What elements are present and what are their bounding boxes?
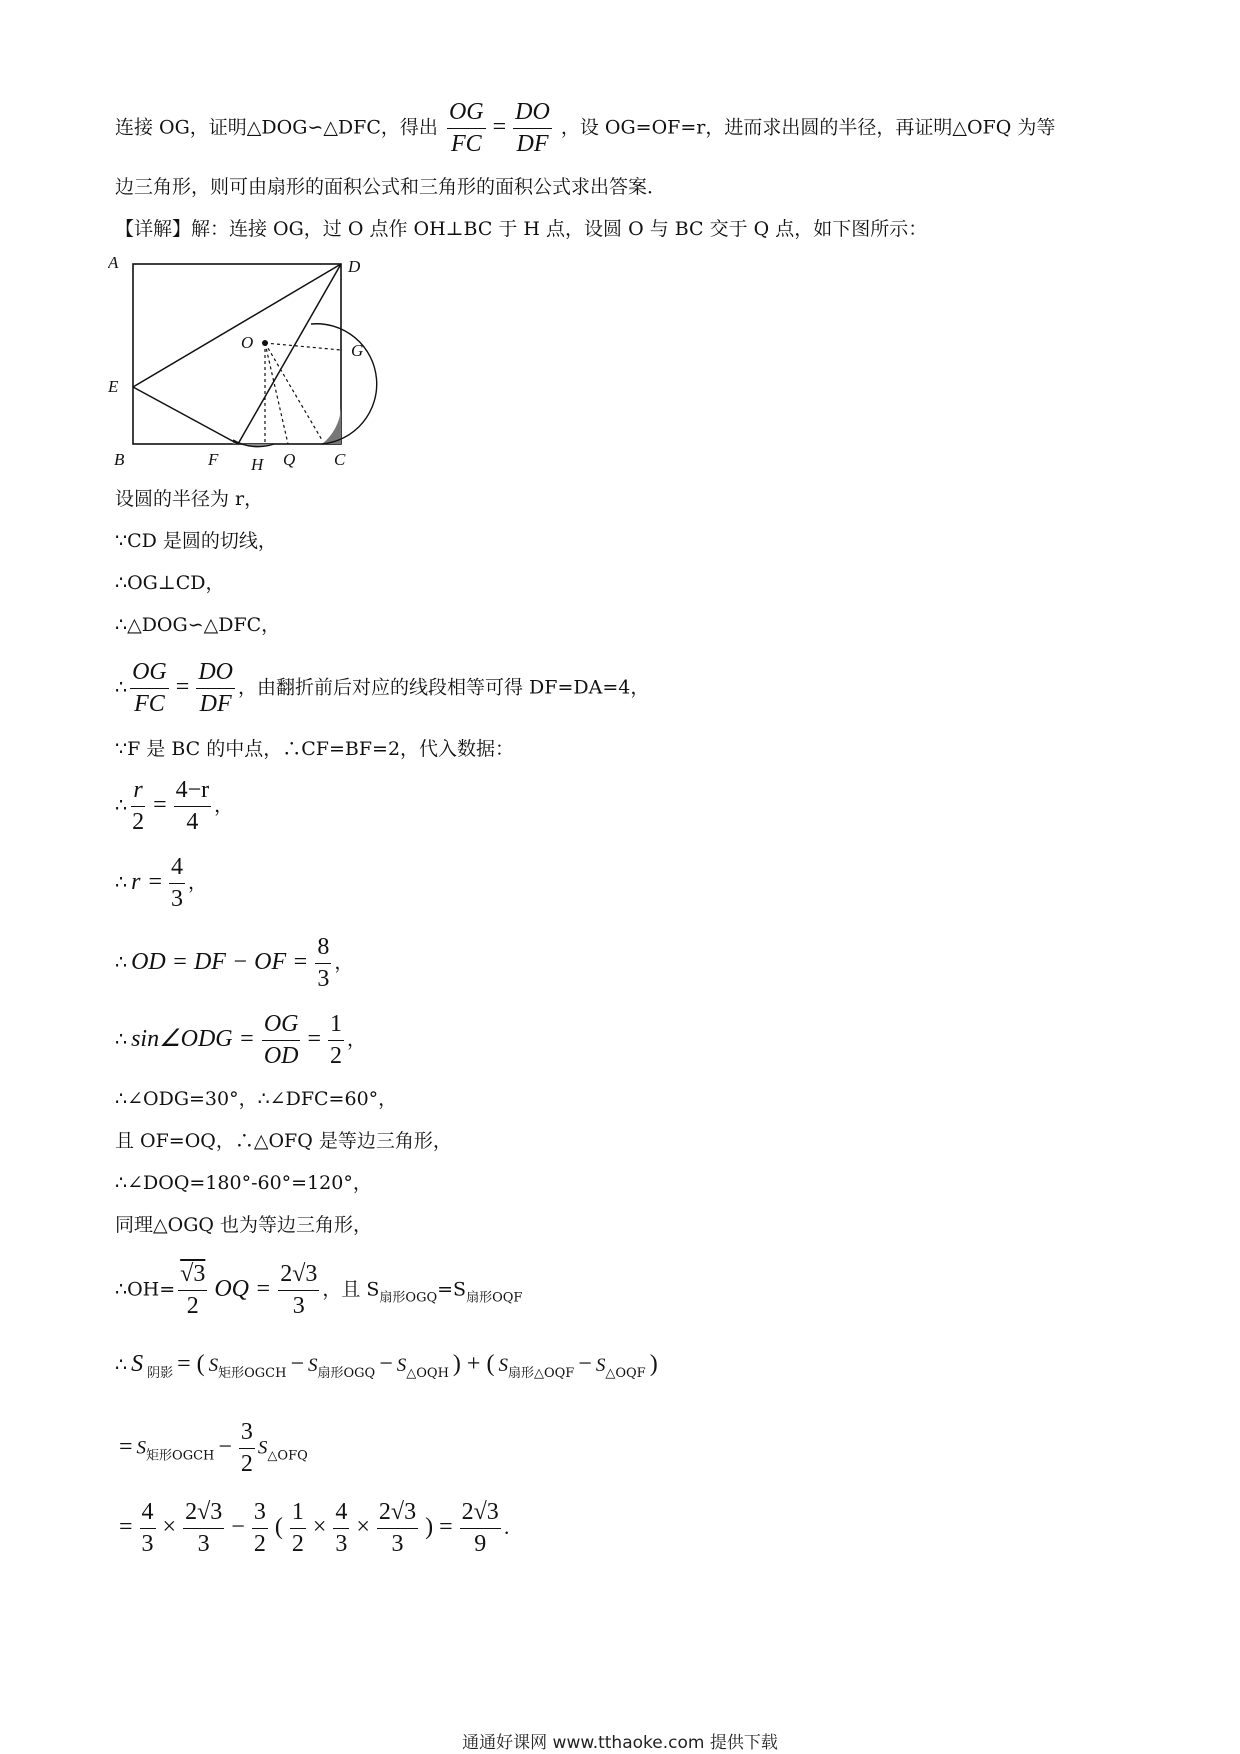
step-r-value: ∴ r = $\frac{4}{3}$ ，	[115, 854, 207, 913]
step-substitute: ∴ $\frac{r}{2}$ = $\frac{4-r}{4}$ ，	[115, 777, 234, 836]
step-oh-value: ∴OH= $\frac{√3}{2}$ OQ = $\frac{2√3}{3}$ ，且 $S_{扇形OGQ}=S_{扇形OQF}$	[115, 1261, 523, 1320]
square-abcd	[133, 264, 341, 444]
label-a: A	[108, 253, 119, 272]
fraction-do-df: $\frac{DO}{DF}$	[515, 99, 550, 158]
label-h: H	[251, 455, 264, 470]
segment-df	[238, 264, 341, 444]
intro-line-1: 连接 OG，证明△DOG∽△DFC，得出 $\frac{OG}{FC}$ = $\frac{DO}{DF}$ ，设 OG=OF=r，进而求出圆的半径，再证明△OFQ 为等	[115, 99, 1056, 158]
intro-line-2: 边三角形，则可由扇形的面积公式和三角形的面积公式求出答案．	[115, 176, 667, 198]
step-perpendicular: ∴OG⊥CD，	[115, 572, 225, 594]
label-c: C	[334, 450, 346, 469]
label-f: F	[208, 450, 219, 469]
step-similar: ∴△DOG∽△DFC，	[115, 614, 281, 636]
step-radius: 设圆的半径为 r，	[115, 488, 264, 510]
step-tangent: ∵CD 是圆的切线，	[115, 530, 277, 552]
label-o: O	[241, 333, 254, 352]
step-final: = $\frac{4}{3}$ × $\frac{2√3}{3}$ − $\frac{3}{2}$ ( $\frac{1}{2}$ × $\frac{4}{3}$ × $\frac{2√3}{3}$ ) = $\frac{2√3}{9}$ ．	[119, 1499, 523, 1558]
step-od-value: ∴ OD = DF − OF = $\frac{8}{3}$ ，	[115, 934, 354, 993]
step-sine: ∴ sin∠ODG = $\frac{OG}{OD}$ = $\frac{1}{2}$ ，	[115, 1011, 367, 1070]
center-point-o	[262, 340, 268, 346]
label-d: D	[348, 257, 361, 276]
segment-ef	[133, 387, 238, 444]
geometry-figure	[108, 250, 378, 470]
step-ogq: 同理△OGQ 也为等边三角形，	[115, 1214, 372, 1236]
shaded-region-near-c	[322, 408, 341, 444]
label-g: G	[351, 341, 364, 360]
step-ratio: ∴ $\frac{OG}{FC}$ = $\frac{DO}{DF}$ ，由翻折前后对应的线段相等可得 DF=DA=4，	[115, 659, 650, 718]
label-b: B	[114, 450, 125, 469]
label-e: E	[108, 377, 119, 396]
footer-watermark: 通通好课网 www.tthaoke.com 提供下载	[462, 1733, 778, 1753]
segment-og	[265, 343, 341, 350]
fraction-og-fc: $\frac{OG}{FC}$	[448, 99, 484, 158]
segment-oc	[265, 343, 322, 440]
segment-oq	[265, 343, 288, 444]
intro-text-a: 连接 OG，证明△DOG∽△DFC，得出	[115, 116, 438, 139]
step-shaded-area: ∴ S $_{阴影}$ = ( $S_{矩形OGCH} - S_{扇形OGQ} - S_{\triangle OQH}$ ) + ( $S_{扇形\triangle OQF} - S_{\triangle OQF}$ )	[115, 1351, 658, 1381]
intro-text-b: ，设 OG=OF=r，进而求出圆的半径，再证明△OFQ 为等	[560, 116, 1056, 139]
detail-heading: 【详解】解：连接 OG，过 O 点作 OH⊥BC 于 H 点，设圆 O 与 BC 交于 Q 点，如下图所示：	[115, 218, 928, 240]
label-q: Q	[283, 450, 296, 469]
step-angles: ∴∠ODG=30°，∴∠DFC=60°，	[115, 1088, 398, 1110]
semicircle-arc	[311, 324, 377, 444]
step-equilateral: 且 OF=OQ，∴△OFQ 是等边三角形，	[115, 1130, 452, 1152]
step-midpoint: ∵F 是 BC 的中点，∴CF=BF=2，代入数据：	[115, 738, 515, 760]
step-simplify: = $S_{矩形OGCH}$ − $\frac{3}{2}$ $S_{\triangle OFQ}$	[119, 1419, 308, 1478]
segment-ed	[133, 264, 341, 387]
step-angle-doq: ∴∠DOQ=180°-60°=120°，	[115, 1172, 372, 1194]
